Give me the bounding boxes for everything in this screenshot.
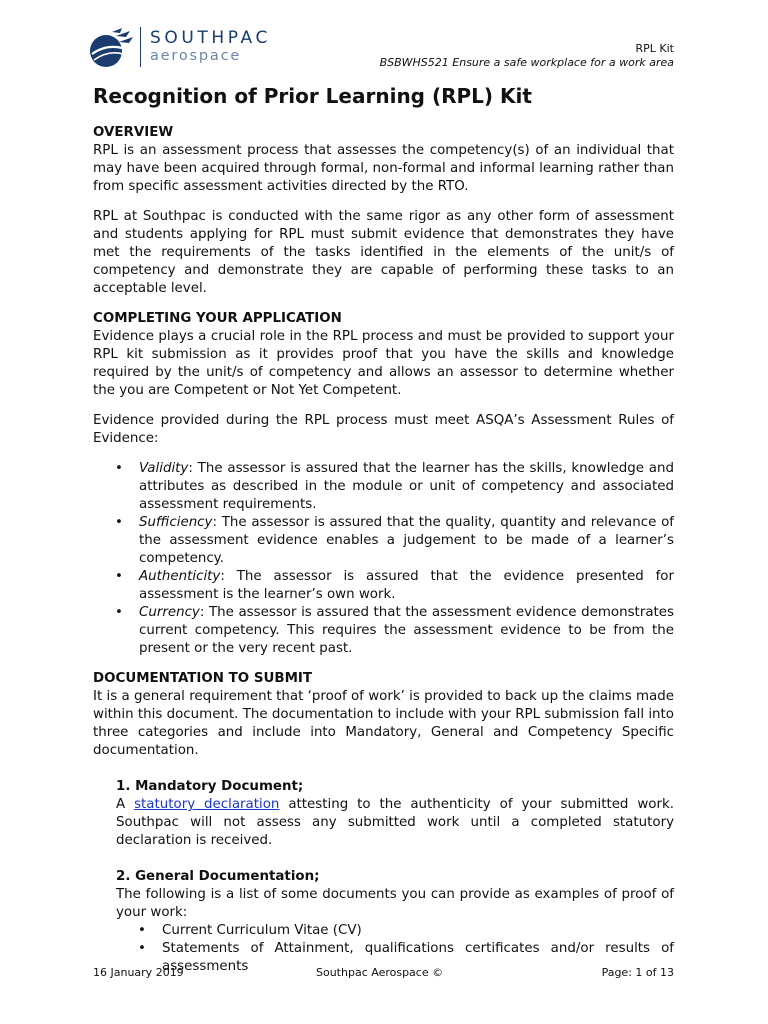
completing-paragraph-1: Evidence plays a crucial role in the RPL process and must be provided to support your RPL kit submission as it provides proof that you have the skills and knowledge required by the unit/s of competency and allows an assessor to determine whether the you are Competent or Not Yet Competent. xyxy=(93,329,674,398)
rule-term: Currency xyxy=(139,605,200,620)
mandatory-heading: 1. Mandatory Document; xyxy=(116,779,304,794)
rules-of-evidence-list xyxy=(93,460,674,658)
mandatory-prefix: A xyxy=(116,797,135,812)
documentation-heading: DOCUMENTATION TO SUBMIT xyxy=(93,671,313,686)
footer-page-number: Page: 1 of 13 xyxy=(601,966,674,979)
completing-paragraph-2: Evidence provided during the RPL process must meet ASQA’s Assessment Rules of Evidence: xyxy=(93,413,674,446)
statutory-declaration-link[interactable]: statutory declaration xyxy=(134,797,280,812)
header-unit-title: BSBWHS521 Ensure a safe workplace for a work area xyxy=(379,56,674,69)
rule-text: : The assessor is assured that the assessment evidence demonstrates current competency. This requires the assessment evidence to be from the present or the very recent past. xyxy=(139,605,674,656)
list-item xyxy=(93,604,674,658)
list-item xyxy=(93,514,674,568)
mandatory-paragraph xyxy=(116,796,674,850)
bullet-icon: • xyxy=(115,515,123,530)
rule-text: : The assessor is assured that the evidence presented for assessment is the learner’s own work. xyxy=(139,569,674,602)
bullet-icon: • xyxy=(138,941,146,956)
document-item: Current Curriculum Vitae (CV) xyxy=(162,923,362,938)
document-item: Statements of Attainment, qualifications certificates and/or results of assessments xyxy=(162,941,674,974)
overview-paragraph-2: RPL at Southpac is conducted with the same rigor as any other form of assessment and students applying for RPL must submit evidence that demonstrates they have met the requirements of the tasks identified in the elements of the unit/s of competency and demonstrate they are capable of performing these tasks to an acceptable level. xyxy=(93,209,674,296)
page-title: Recognition of Prior Learning (RPL) Kit xyxy=(93,84,532,108)
bullet-icon: • xyxy=(115,569,123,584)
overview-paragraph-1: RPL is an assessment process that assesses the competency(s) of an individual that may have been acquired through formal, non-formal and informal learning rather than from specific assessment activities directed by the RTO. xyxy=(93,143,674,194)
rule-term: Authenticity xyxy=(139,569,221,584)
header-kit-label: RPL Kit xyxy=(635,42,674,55)
document-body xyxy=(93,84,674,976)
rule-text: : The assessor is assured that the quality, quantity and relevance of the assessment evidence enables a judgement to be made of a learner’s competency. xyxy=(139,515,674,566)
completing-heading: COMPLETING YOUR APPLICATION xyxy=(93,311,342,326)
list-item xyxy=(93,568,674,604)
brand-subname: aerospace xyxy=(150,48,242,64)
bullet-icon: • xyxy=(138,923,146,938)
documentation-paragraph: It is a general requirement that ‘proof of work’ is provided to back up the claims made within this document. The documentation to include with your RPL submission fall into three categories and include into Mandatory, General and Competency Specific documentation. xyxy=(93,689,674,758)
southpac-logo-icon xyxy=(86,28,136,70)
bullet-icon: • xyxy=(115,605,123,620)
overview-heading: OVERVIEW xyxy=(93,125,174,140)
footer-date: 16 January 2019 xyxy=(93,966,184,979)
rule-term: Sufficiency xyxy=(139,515,213,530)
list-item xyxy=(116,922,674,940)
rule-text: : The assessor is assured that the learner has the skills, knowledge and attributes as described in the module or unit of competency and associated assessment requirements. xyxy=(139,461,674,512)
bullet-icon: • xyxy=(115,461,123,476)
general-paragraph: The following is a list of some documents you can provide as examples of proof of your work: xyxy=(116,887,674,920)
list-item xyxy=(93,460,674,514)
mandatory-suffix: attesting to the authenticity of your submitted work. Southpac will not assess any submitted work until a completed statutory declaration is received. xyxy=(116,797,674,848)
rule-term: Validity xyxy=(139,461,189,476)
general-heading: 2. General Documentation; xyxy=(116,869,320,884)
logo-divider xyxy=(140,27,141,67)
footer-company: Southpac Aerospace © xyxy=(316,966,444,979)
brand-name: SOUTHPAC xyxy=(150,28,271,48)
